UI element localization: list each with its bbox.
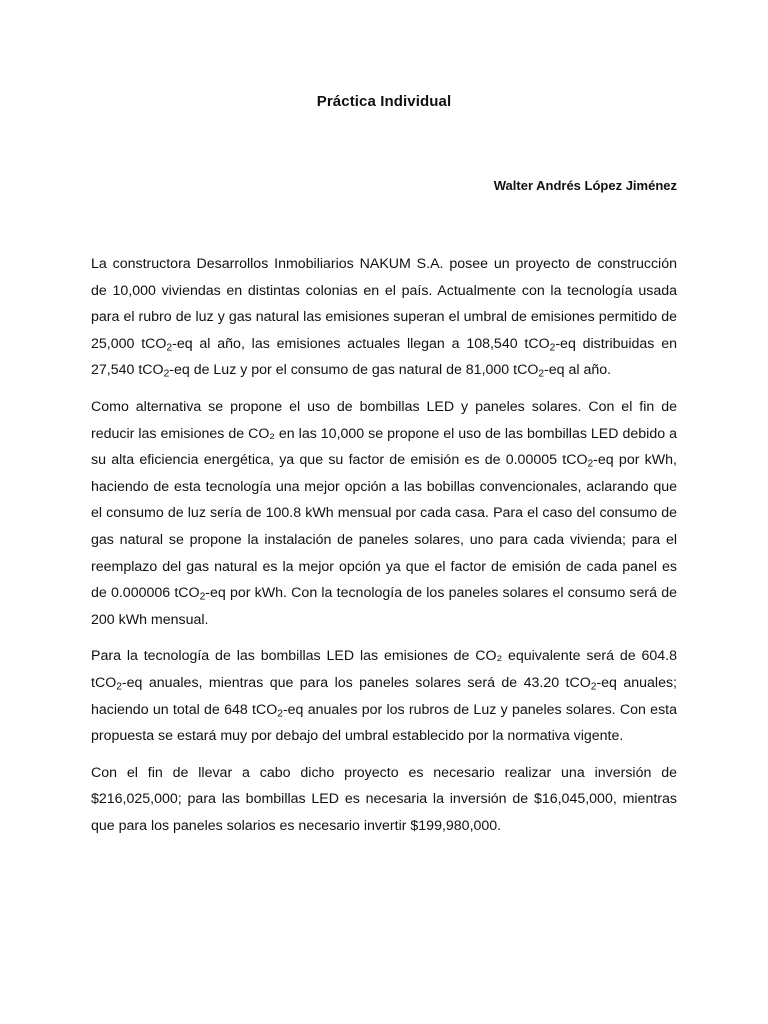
- paragraph-1: La constructora Desarrollos Inmobiliarios NAKUM S.A. posee un proyecto de construcción de 10,000 viviendas en distintas colonias en el país. Actualmente con la tecnología usada para el rubro de luz y gas natural las emisiones superan el umbral de emisiones permitido de 25,000 tCO$_2$-eq al año, las emisiones actuales llegan a 108,540 tCO$_2$-eq distribuidas en 27,540 tCO$_2$-eq de Luz y por el consumo de gas natural de 81,000 tCO$_2$-eq al año.: [91, 256, 677, 380]
- paragraph-2: Como alternativa se propone el uso de bombillas LED y paneles solares. Con el fin de reducir las emisiones de CO₂ en las 10,000 se propone el uso de las bombillas LED debido a su alta eficiencia energética, ya que su factor de emisión es de 0.00005 tCO$_2$-eq por kWh, haciendo de esta tecnología una mejor opción a las bobillas convencionales, aclarando que el consumo de luz sería de 100.8 kWh mensual por cada casa. Para el caso del consumo de gas natural se propone la instalación de paneles solares, uno para cada vivienda; para el reemplazo del gas natural es la mejor opción ya que el factor de emisión de cada panel es de 0.000006 tCO$_2$-eq por kWh. Con la tecnología de los paneles solares el consumo será de 200 kWh mensual.: [91, 398, 678, 628]
- paragraph-3: Para la tecnología de las bombillas LED las emisiones de CO₂ equivalente será de 604.8 tCO$_2$-eq anuales, mientras que para los paneles solares será de 43.20 tCO$_2$-eq anuales; haciendo un total de 648 tCO$_2$-eq anuales por los rubros de Luz y paneles solares. Con esta propuesta se estará muy por debajo del umbral establecido por la normativa vigente.: [91, 648, 677, 745]
- document-body: [91, 251, 677, 849]
- paragraph-4: Con el fin de llevar a cabo dicho proyecto es necesario realizar una inversión de $216,025,000; para las bombillas LED es necesaria la inversión de $16,045,000, mientras que para los paneles solarios es necesario invertir $199,980,000.: [91, 764, 677, 834]
- document-title: Práctica Individual: [316, 93, 452, 110]
- document-author: Walter Andrés López Jiménez: [493, 178, 677, 193]
